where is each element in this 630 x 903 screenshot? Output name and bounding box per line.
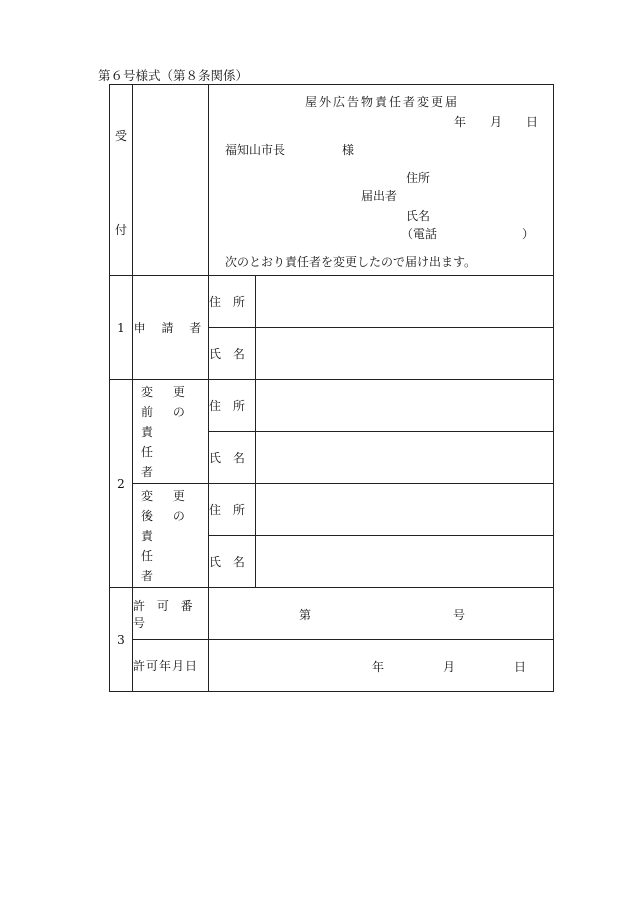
submitter-address-label: 住所 xyxy=(406,171,431,185)
applicant-label: 申 請 者 xyxy=(133,276,209,380)
after-label xyxy=(133,484,209,588)
applicant-name-label: 氏 名 xyxy=(209,328,256,380)
permit-number-label: 許 可 番 号 xyxy=(133,588,209,640)
honorific: 様 xyxy=(342,143,355,157)
phone-close: ） xyxy=(522,227,535,241)
date-month-label: 月 xyxy=(490,115,503,129)
phone-open: （電話 xyxy=(401,227,438,241)
header-cell xyxy=(209,85,554,276)
applicant-name-field[interactable] xyxy=(256,328,554,380)
applicant-address-field[interactable] xyxy=(256,276,554,328)
after-name-label: 氏 名 xyxy=(209,536,256,588)
form-title: 屋外広告物責任者変更届 xyxy=(305,95,460,109)
permit-number-field[interactable] xyxy=(209,588,554,640)
before-address-label: 住 所 xyxy=(209,380,256,432)
after-address-field[interactable] xyxy=(256,484,554,536)
permit-date-label: 許可年月日 xyxy=(133,640,209,692)
after-label-line2: 責 任 者 xyxy=(141,528,169,583)
statement: 次のとおり責任者を変更したので届け出ます。 xyxy=(225,255,477,269)
row-number-3: 3 xyxy=(110,588,133,692)
reception-char-bottom: 付 xyxy=(114,223,127,237)
after-name-field[interactable] xyxy=(256,536,554,588)
row-number-2: 2 xyxy=(110,380,133,588)
after-address-label: 住 所 xyxy=(209,484,256,536)
before-name-label: 氏 名 xyxy=(209,432,256,484)
row-number-1: 1 xyxy=(110,276,133,380)
before-label-line2: 責 任 者 xyxy=(141,424,169,479)
reception-cell xyxy=(110,85,133,276)
addressee: 福知山市長 xyxy=(225,143,286,157)
permit-year: 年 xyxy=(372,659,385,674)
before-name-field[interactable] xyxy=(256,432,554,484)
after-label-line1: 変 更 後 の xyxy=(141,488,193,523)
permit-month: 月 xyxy=(443,659,456,674)
permit-dai: 第 xyxy=(299,607,312,622)
permit-date-field[interactable] xyxy=(209,640,554,692)
permit-go: 号 xyxy=(453,607,466,622)
permit-day: 日 xyxy=(514,659,527,674)
before-label xyxy=(133,380,209,484)
form-caption: 第６号様式（第８条関係） xyxy=(98,68,249,83)
notification-form xyxy=(109,84,554,692)
date-day-label: 日 xyxy=(526,115,539,129)
reception-stamp-area xyxy=(133,85,209,276)
before-address-field[interactable] xyxy=(256,380,554,432)
before-label-line1: 変 更 前 の xyxy=(141,384,193,419)
reception-char-top: 受 xyxy=(114,129,127,143)
submitter-name-label: 氏名 xyxy=(406,209,431,223)
date-year-label: 年 xyxy=(454,115,467,129)
applicant-address-label: 住 所 xyxy=(209,276,256,328)
submitter-label: 届出者 xyxy=(361,189,398,203)
